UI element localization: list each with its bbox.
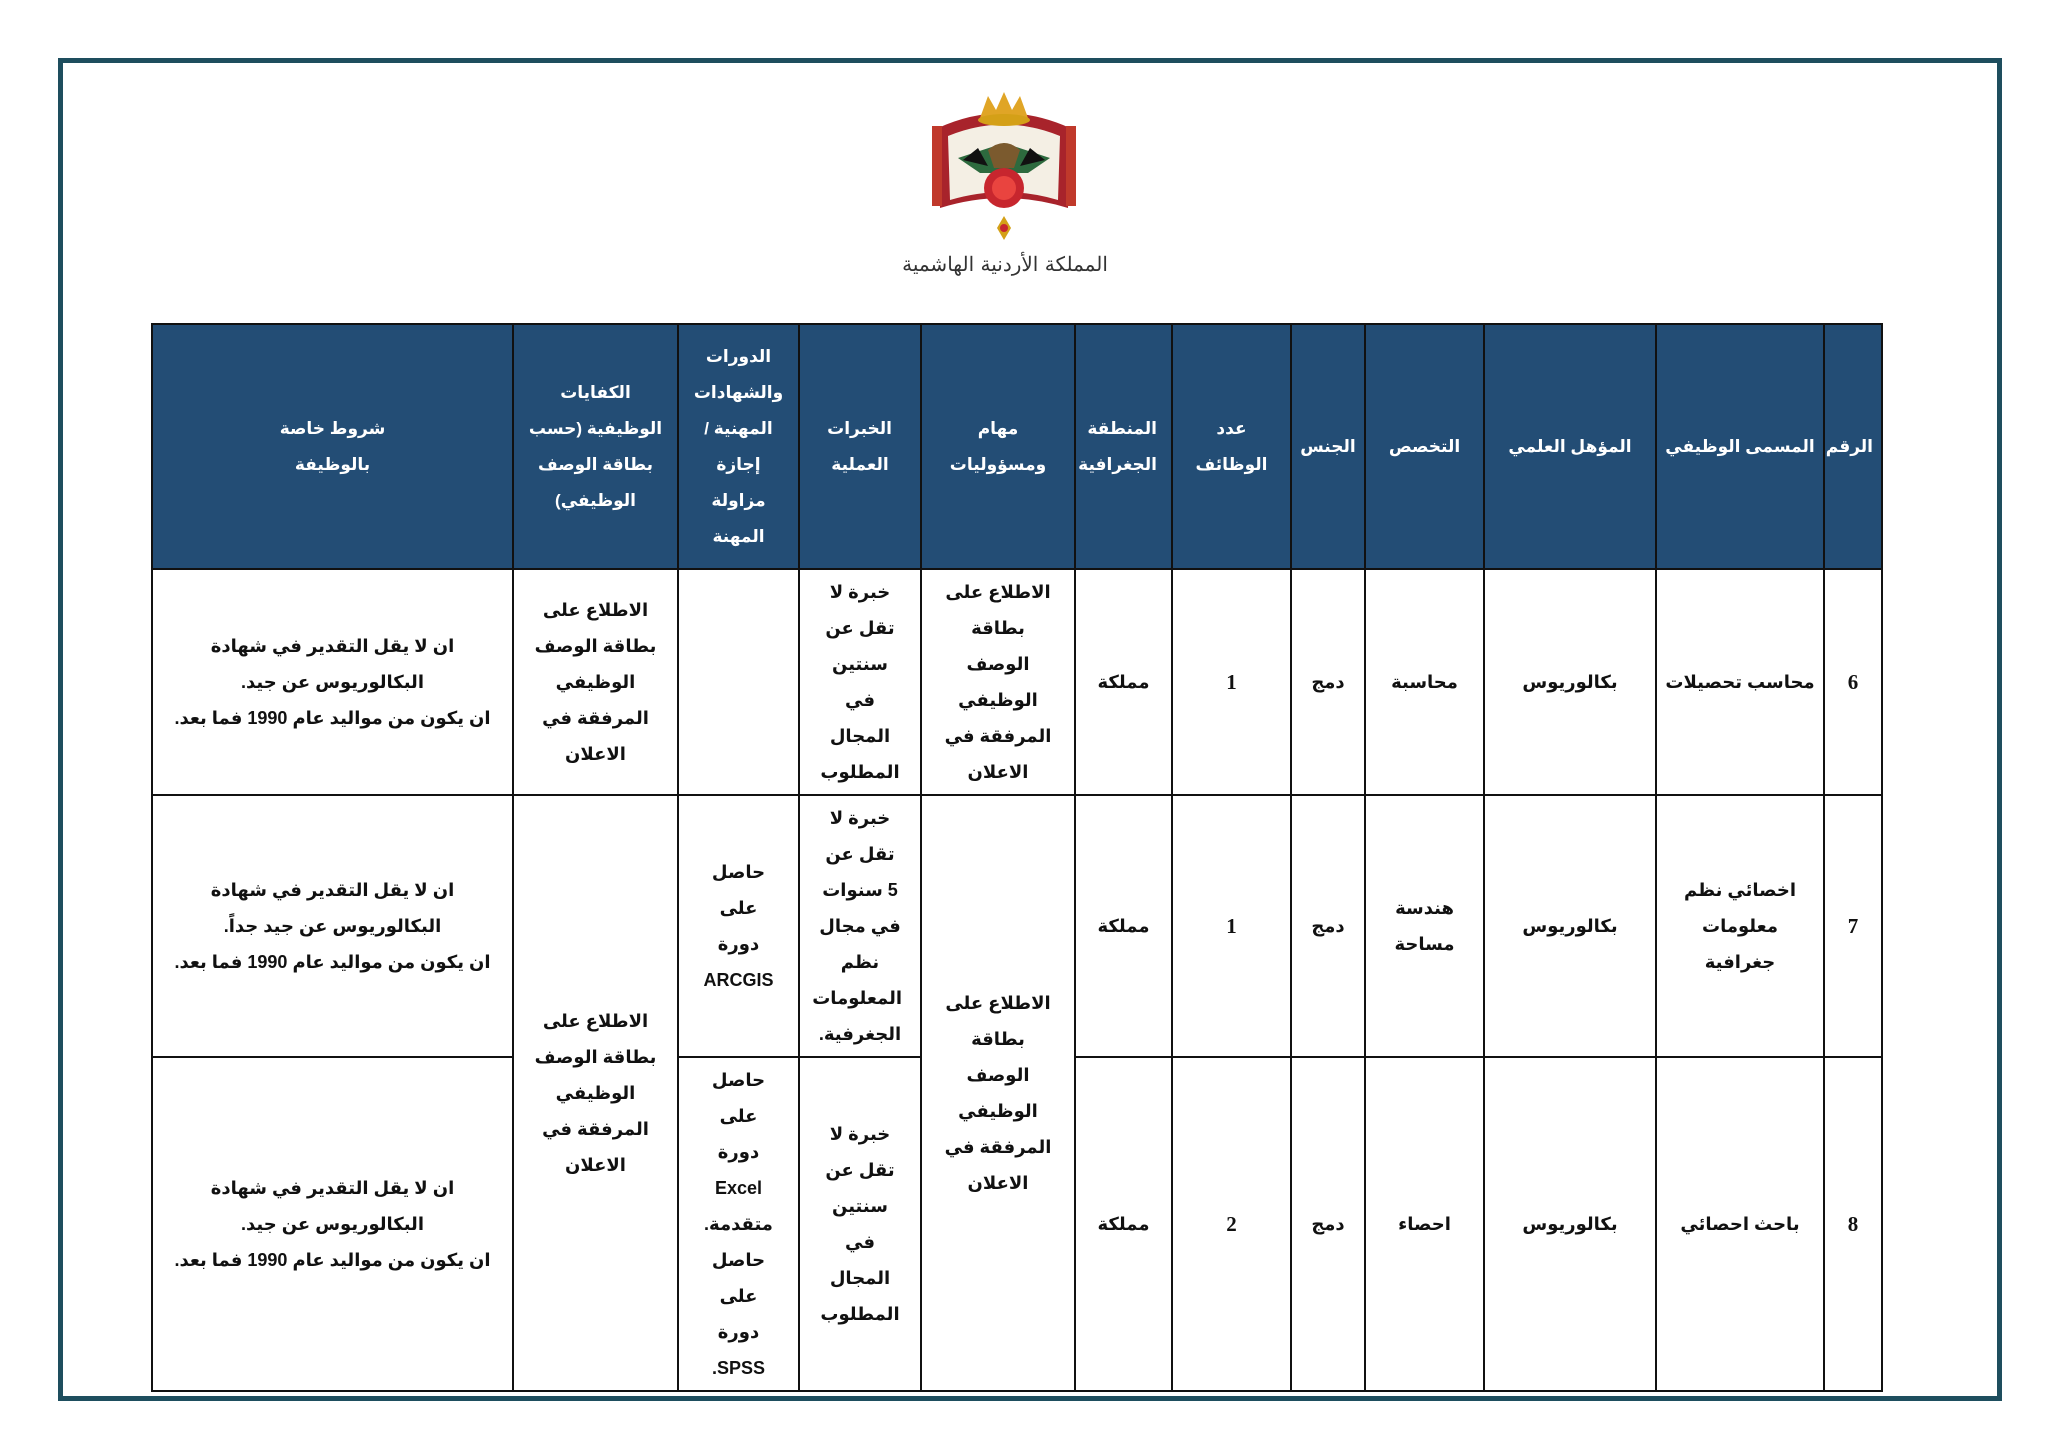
col-courses: الدورات والشهادات المهنية /إجازة مزاولة المهنة — [678, 324, 799, 569]
col-region: المنطقة الجغرافية — [1075, 324, 1172, 569]
table-row — [152, 795, 1882, 1057]
col-experience: الخبرات العملية — [799, 324, 921, 569]
row-number: 7 — [1824, 795, 1882, 1057]
logo-text: المملكة الأردنية الهاشمية — [902, 252, 1108, 276]
experience: خبرة لا تقل عن سنتين في المجال المطلوب — [799, 569, 921, 795]
col-competencies: الكفايات الوظيفية (حسب بطاقة الوصف الوظيفي) — [513, 324, 678, 569]
qualification: بكالوريوس — [1484, 1057, 1656, 1391]
courses — [678, 569, 799, 795]
job-count: 1 — [1172, 795, 1291, 1057]
col-number: الرقم — [1824, 324, 1882, 569]
major: محاسبة — [1365, 569, 1484, 795]
qualification: بكالوريوس — [1484, 795, 1656, 1057]
conditions — [152, 795, 513, 1057]
condition-line: ان لا يقل التقدير في شهادة البكالوريوس عن جيد. — [210, 1178, 455, 1234]
courses: حاصل على دورة Excel متقدمة. حاصل على دورة SPSS. — [678, 1057, 799, 1391]
conditions — [152, 1057, 513, 1391]
region: مملكة — [1075, 569, 1172, 795]
region: مملكة — [1075, 1057, 1172, 1391]
courses: حاصل على دورة ARCGIS — [678, 795, 799, 1057]
row-number: 8 — [1824, 1057, 1882, 1391]
job-count: 1 — [1172, 569, 1291, 795]
experience: خبرة لا تقل عن 5 سنوات في مجال نظم المعلومات الجغرفية. — [799, 795, 921, 1057]
row-number: 6 — [1824, 569, 1882, 795]
conditions — [152, 569, 513, 795]
qualification: بكالوريوس — [1484, 569, 1656, 795]
condition-line: ان يكون من مواليد عام 1990 فما بعد. — [174, 1250, 491, 1270]
col-major: التخصص — [1365, 324, 1484, 569]
condition-line: ان لا يقل التقدير في شهادة البكالوريوس عن جيد. — [210, 636, 455, 692]
col-qualification: المؤهل العلمي — [1484, 324, 1656, 569]
gender: دمج — [1291, 569, 1365, 795]
duties: الاطلاع على بطاقة الوصف الوظيفي المرفقة في الاعلان — [921, 795, 1075, 1391]
region: مملكة — [1075, 795, 1172, 1057]
condition-line: ان لا يقل التقدير في شهادة البكالوريوس عن جيد جداً. — [210, 880, 455, 936]
job-title: محاسب تحصيلات — [1656, 569, 1824, 795]
job-title: اخصائي نظم معلومات جغرافية — [1656, 795, 1824, 1057]
condition-line: ان يكون من مواليد عام 1990 فما بعد. — [174, 708, 491, 728]
col-job-title: المسمى الوظيفي — [1656, 324, 1824, 569]
gender: دمج — [1291, 1057, 1365, 1391]
col-count: عدد الوظائف — [1172, 324, 1291, 569]
major: هندسة مساحة — [1365, 795, 1484, 1057]
jobs-table — [151, 323, 1883, 1392]
job-title: باحث احصائي — [1656, 1057, 1824, 1391]
competencies: الاطلاع على بطاقة الوصف الوظيفي المرفقة في الاعلان — [513, 795, 678, 1391]
coat-of-arms-logo — [918, 88, 1090, 258]
duties: الاطلاع على بطاقة الوصف الوظيفي المرفقة في الاعلان — [921, 569, 1075, 795]
major: احصاء — [1365, 1057, 1484, 1391]
competencies: الاطلاع على بطاقة الوصف الوظيفي المرفقة في الاعلان — [513, 569, 678, 795]
job-count: 2 — [1172, 1057, 1291, 1391]
table-row — [152, 569, 1882, 795]
col-duties: مهام ومسؤوليات — [921, 324, 1075, 569]
col-gender: الجنس — [1291, 324, 1365, 569]
gender: دمج — [1291, 795, 1365, 1057]
col-conditions: شروط خاصة بالوظيفة — [152, 324, 513, 569]
header-row — [152, 324, 1882, 569]
condition-line: ان يكون من مواليد عام 1990 فما بعد. — [174, 952, 491, 972]
experience: خبرة لا تقل عن سنتين في المجال المطلوب — [799, 1057, 921, 1391]
